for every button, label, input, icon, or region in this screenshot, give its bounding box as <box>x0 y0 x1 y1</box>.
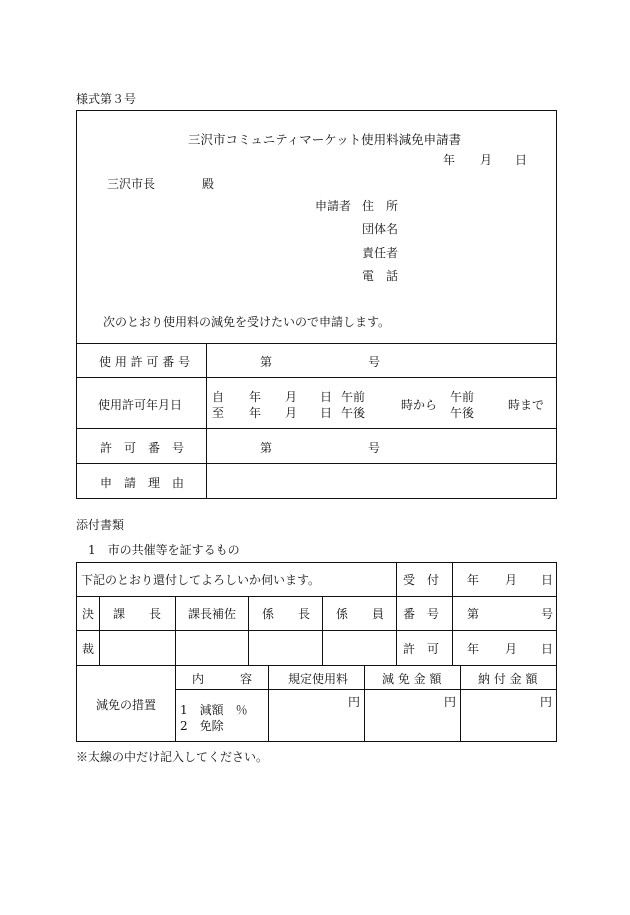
kakaricho: 係 長 <box>262 607 311 621</box>
kessai-1: 決 <box>82 607 95 621</box>
permit-no-go: 号 <box>368 355 381 369</box>
nofu-header: 納 付 金 額 <box>478 672 538 686</box>
naiyo-header: 内 容 <box>192 672 253 686</box>
divider <box>460 665 461 742</box>
kyoka-nichi: 日 <box>541 642 554 656</box>
divider <box>396 562 397 665</box>
office-table <box>76 562 557 742</box>
divider <box>76 665 557 666</box>
kacho: 課 長 <box>113 607 162 621</box>
divider <box>76 343 557 344</box>
from-nichi: 日 <box>320 390 333 404</box>
attachment-item: 1 市の共催等を証するもの <box>88 543 240 557</box>
divider <box>364 665 365 742</box>
divider <box>248 596 249 665</box>
kitei-yen: 円 <box>348 695 361 709</box>
to-nichi: 日 <box>320 406 333 420</box>
menjo-option: 2 免除 <box>180 719 224 733</box>
divider <box>76 596 557 597</box>
genmen-header: 減 免 金 額 <box>382 672 442 686</box>
divider <box>206 343 207 499</box>
statement: 次のとおり使用料の減免を受けたいので申請します。 <box>103 315 391 329</box>
kessai-2: 裁 <box>82 642 95 656</box>
from-label: 自 <box>212 390 225 404</box>
kacho-hosa: 課長補佐 <box>188 607 237 621</box>
date-nen: 年 <box>443 153 456 167</box>
reason-label: 申 請 理 由 <box>100 476 185 490</box>
addressee-dono: 殿 <box>202 177 215 191</box>
kyoka-label-office: 許 可 <box>403 642 440 656</box>
divider <box>268 665 269 742</box>
kyoka-dai: 第 <box>260 441 273 455</box>
return-text: 下記のとおり還付してよろしいか伺います。 <box>81 573 321 587</box>
permit-date-label: 使用許可年月日 <box>98 398 183 412</box>
org-label: 団体名 <box>362 222 399 236</box>
from-gatsu: 月 <box>285 390 298 404</box>
divider <box>175 689 557 690</box>
jikara: 時から <box>401 398 438 412</box>
from-nen: 年 <box>249 390 262 404</box>
permit-no-dai: 第 <box>260 355 273 369</box>
bango-go: 号 <box>541 607 554 621</box>
kyoka-gatsu: 月 <box>505 642 518 656</box>
kyoka-go: 号 <box>368 441 381 455</box>
kitei-header: 規定使用料 <box>288 672 349 686</box>
to-pm-2: 午後 <box>450 406 475 420</box>
applicant-label: 申請者 <box>315 199 352 213</box>
attachments-heading: 添付書類 <box>76 518 125 532</box>
menjo-label: 減免の措置 <box>96 698 157 712</box>
divider <box>76 428 557 429</box>
divider <box>322 596 323 665</box>
uketsuke-nichi: 日 <box>541 573 554 587</box>
form-title: 三沢市コミュニティマーケット使用料減免申請書 <box>188 132 462 147</box>
nofu-yen: 円 <box>540 695 553 709</box>
form-number: 様式第３号 <box>76 92 137 106</box>
permit-no-label: 使 用 許 可 番 号 <box>99 355 191 369</box>
genmen-yen: 円 <box>444 695 457 709</box>
to-nen: 年 <box>249 406 262 420</box>
kyoka-label: 許 可 番 号 <box>100 441 185 455</box>
divider <box>76 377 557 378</box>
divider <box>76 630 557 631</box>
rep-label: 責任者 <box>362 246 399 260</box>
uketsuke-label: 受 付 <box>403 573 440 587</box>
kakariin: 係 員 <box>336 607 385 621</box>
footnote: ※太線の中だけ記入してください。 <box>76 750 269 764</box>
date-nichi: 日 <box>515 153 528 167</box>
bango-dai: 第 <box>467 607 480 621</box>
jimade: 時まで <box>508 398 545 412</box>
address-label: 住 所 <box>362 199 399 213</box>
gengaku-option: 1 減額 ％ <box>180 703 248 717</box>
to-am: 午前 <box>450 390 475 404</box>
divider <box>175 596 176 742</box>
divider <box>452 562 453 665</box>
divider <box>76 463 557 464</box>
divider <box>99 596 100 665</box>
date-gatsu: 月 <box>480 153 493 167</box>
kyoka-nen: 年 <box>467 642 480 656</box>
phone-label: 電 話 <box>362 269 399 283</box>
addressee-name: 三沢市長 <box>107 177 156 191</box>
to-pm: 午後 <box>341 406 366 420</box>
uketsuke-nen: 年 <box>467 573 480 587</box>
to-gatsu: 月 <box>285 406 298 420</box>
uketsuke-gatsu: 月 <box>505 573 518 587</box>
from-am: 午前 <box>341 390 366 404</box>
to-label: 至 <box>212 406 225 420</box>
bango-label: 番 号 <box>403 607 440 621</box>
